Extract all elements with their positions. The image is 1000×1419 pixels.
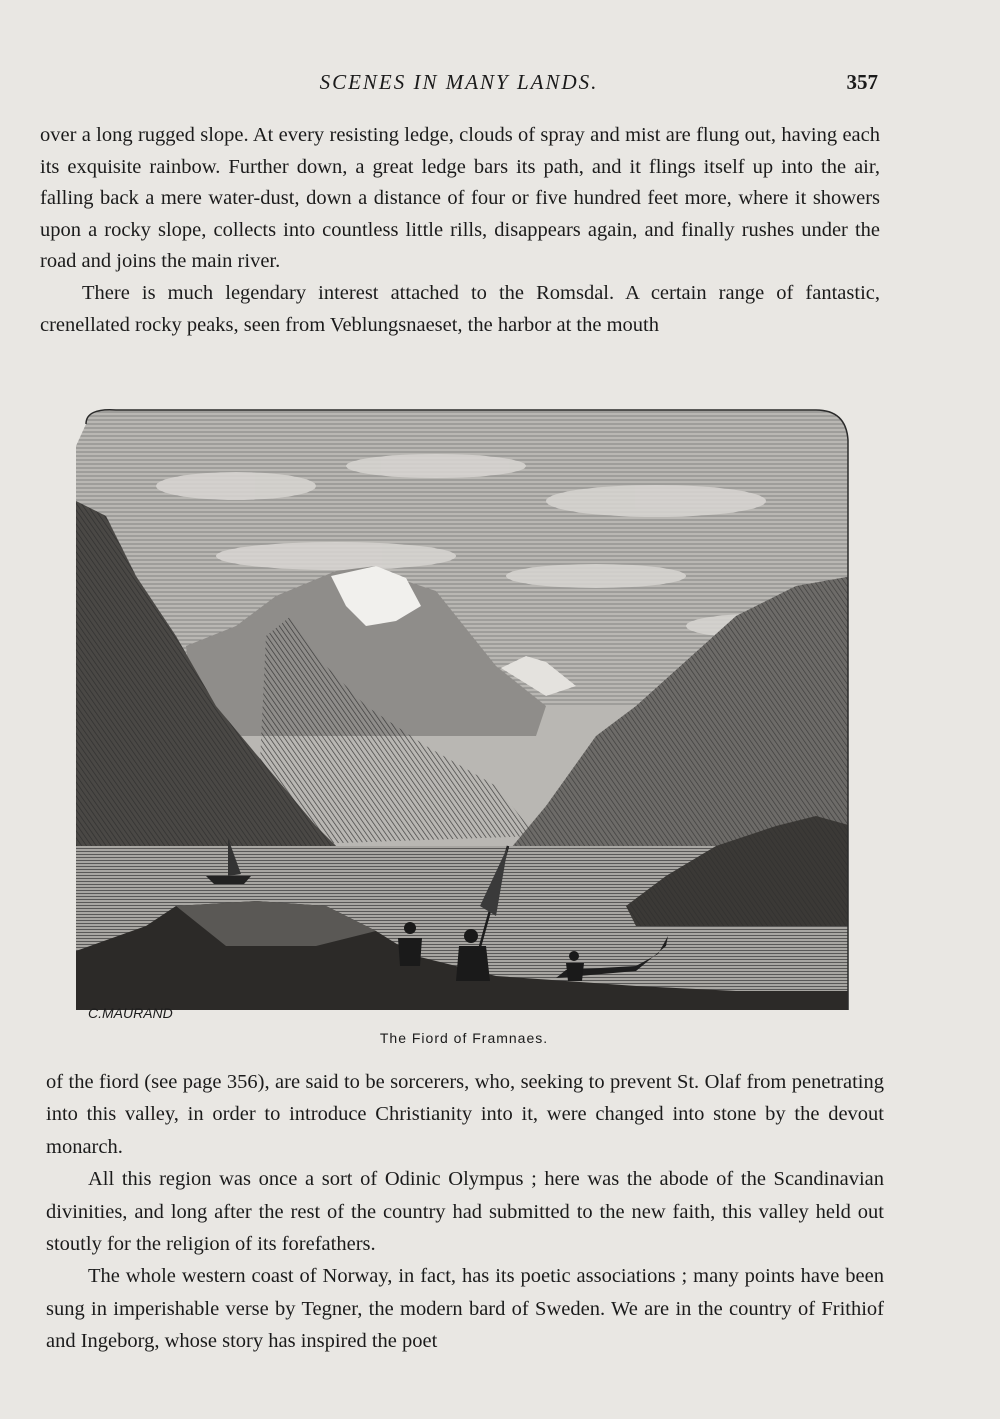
engraving-illustration	[76, 406, 852, 1028]
running-head	[40, 70, 878, 100]
running-title: SCENES IN MANY LANDS.	[319, 70, 599, 94]
text-block-bottom	[46, 1066, 884, 1358]
paragraph: The whole western coast of Norway, in fact, has its poetic associations ; many points have been sung in imperishable verse by Tegner, the modern bard of Sweden. We are in the country of Frithiof and Ingeborg, whose story has inspired the poet	[46, 1265, 884, 1353]
paragraph: All this region was once a sort of Odinic Olympus ; here was the abode of the Scandinavian divinities, and long after the rest of the country had submitted to the new faith, this valley held out stoutly for the religion of its forefathers.	[46, 1168, 884, 1256]
fiord-engraving	[76, 406, 852, 1028]
paragraph: over a long rugged slope. At every resisting ledge, clouds of spray and mist are flung out, having each its exquisite rainbow. Further down, a great ledge bars its path, and it flings itself up into the air, falling back a mere water-dust, down a distance of four or five hundred feet more, where it showers upon a rocky slope, collects into countless little rills, disappears again, and finally rushes under the road and joins the main river.	[40, 124, 880, 273]
illustration-caption: The Fiord of Framnaes.	[379, 1030, 549, 1046]
page-number: 357	[846, 70, 878, 94]
engraver-signature: C.MAURAND	[88, 1005, 173, 1021]
paragraph: There is much legendary interest attached to the Romsdal. A certain range of fantastic, crenellated rocky peaks, seen from Veblungsnaeset, the harbor at the mouth	[40, 281, 880, 336]
paragraph: of the fiord (see page 356), are said to be sorcerers, who, seeking to prevent St. Olaf from penetrating into this valley, in order to introduce Christianity into it, were changed into stone by the devout monarch.	[46, 1071, 884, 1158]
text-block-top	[40, 120, 880, 341]
